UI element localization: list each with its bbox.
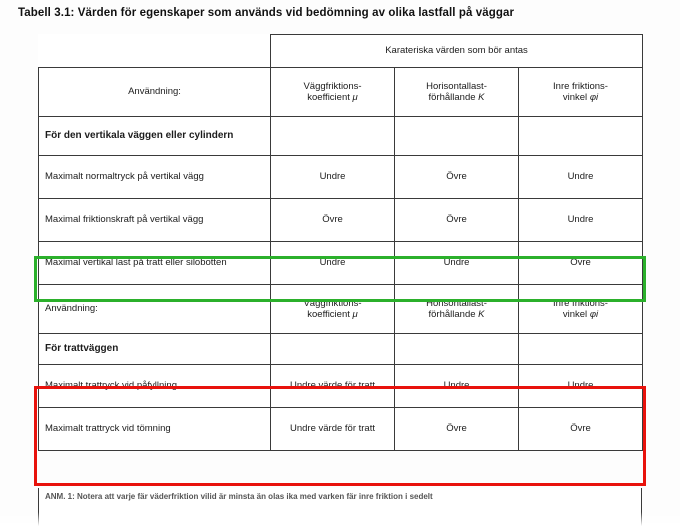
col2-line2: förhållande	[428, 92, 479, 103]
table-caption: Tabell 3.1: Värden för egenskaper som används vid bedömning av olika lastfall på väggar	[18, 7, 515, 19]
col2-line2-b: förhållande	[428, 309, 479, 320]
section2-subtitle-blank-3	[519, 334, 643, 365]
section1-subtitle-blank-3	[519, 117, 643, 156]
cell-r1c2: Övre	[395, 156, 519, 199]
col1-line1: Väggfriktions-	[303, 80, 362, 92]
col2-line1: Horisontallast-	[426, 80, 487, 92]
table-footnote: ANM. 1: Notera att varje fär väderfriktion vilid är minsta än olas ika med varken fär inre friktion i sedelt	[38, 488, 642, 528]
table-row	[39, 68, 643, 117]
col3-symbol: φi	[589, 92, 599, 103]
column-header-internal-friction	[519, 68, 643, 117]
table-row-highlighted-red	[39, 365, 643, 408]
col1-line2: koefficient	[307, 92, 353, 103]
col1-line2-b: koefficient	[307, 309, 353, 320]
row-label-max-hopper-pressure-filling: Maximalt trattryck vid påfyllning	[39, 365, 271, 408]
use-header-2: Användning:	[39, 285, 271, 334]
table-row	[39, 156, 643, 199]
cell-r3c2: Undre	[395, 242, 519, 285]
section2-subtitle-blank-2	[395, 334, 519, 365]
cell-r1c3: Undre	[519, 156, 643, 199]
col3-line2-b: vinkel	[562, 309, 590, 320]
cell-r6c3: Övre	[519, 408, 643, 451]
col3-line1: Inre friktions-	[553, 80, 608, 92]
table-row-highlighted-red	[39, 408, 643, 451]
cell-r2c2: Övre	[395, 199, 519, 242]
section1-subtitle: För den vertikala väggen eller cylindern	[39, 117, 271, 156]
section2-subtitle-blank-1	[271, 334, 395, 365]
empty-corner-cell	[39, 35, 271, 68]
cell-r1c1: Undre	[271, 156, 395, 199]
col3-line1-b: Inre friktions-	[553, 297, 608, 309]
row-label-max-normal-pressure: Maximalt normaltryck på vertikal vägg	[39, 156, 271, 199]
page-bottom-fade	[0, 512, 680, 528]
col1-symbol-b: μ	[352, 309, 358, 320]
cell-r3c1: Undre	[271, 242, 395, 285]
col1-line1-b: Väggfriktions-	[303, 297, 362, 309]
cell-r6c2: Övre	[395, 408, 519, 451]
table-row	[39, 35, 643, 68]
row-label-max-friction-force: Maximal friktionskraft på vertikal vägg	[39, 199, 271, 242]
cell-r6c1: Undre värde för tratt	[271, 408, 395, 451]
col3-symbol-b: φi	[589, 309, 599, 320]
cell-r5c3: Undre	[519, 365, 643, 408]
row-label-max-hopper-pressure-discharge: Maximalt trattryck vid tömning	[39, 408, 271, 451]
use-header-1: Användning:	[39, 68, 271, 117]
cell-r2c1: Övre	[271, 199, 395, 242]
column-header-lateral-ratio-2	[395, 285, 519, 334]
table-row	[39, 334, 643, 365]
col2-line1-b: Horisontallast-	[426, 297, 487, 309]
col1-symbol: μ	[352, 92, 358, 103]
column-header-lateral-ratio	[395, 68, 519, 117]
col2-symbol: K	[478, 92, 485, 103]
cell-r5c1: Undre värde för tratt	[271, 365, 395, 408]
table-container	[38, 34, 642, 451]
cell-r3c3: Övre	[519, 242, 643, 285]
col2-symbol-b: K	[478, 309, 485, 320]
section1-subtitle-blank-2	[395, 117, 519, 156]
column-header-internal-friction-2	[519, 285, 643, 334]
row-label-max-vertical-load: Maximal vertikal last på tratt eller silobotten	[39, 242, 271, 285]
table-row-highlighted-green	[39, 242, 643, 285]
table-row	[39, 199, 643, 242]
section2-subtitle: För trattväggen	[39, 334, 271, 365]
column-header-wall-friction-2	[271, 285, 395, 334]
cell-r2c3: Undre	[519, 199, 643, 242]
column-header-wall-friction	[271, 68, 395, 117]
col3-line2: vinkel	[562, 92, 590, 103]
table-row	[39, 285, 643, 334]
properties-table	[38, 34, 643, 451]
group-header: Karateriska värden som bör antas	[271, 35, 643, 68]
cell-r5c2: Undre	[395, 365, 519, 408]
section1-subtitle-blank-1	[271, 117, 395, 156]
table-row	[39, 117, 643, 156]
